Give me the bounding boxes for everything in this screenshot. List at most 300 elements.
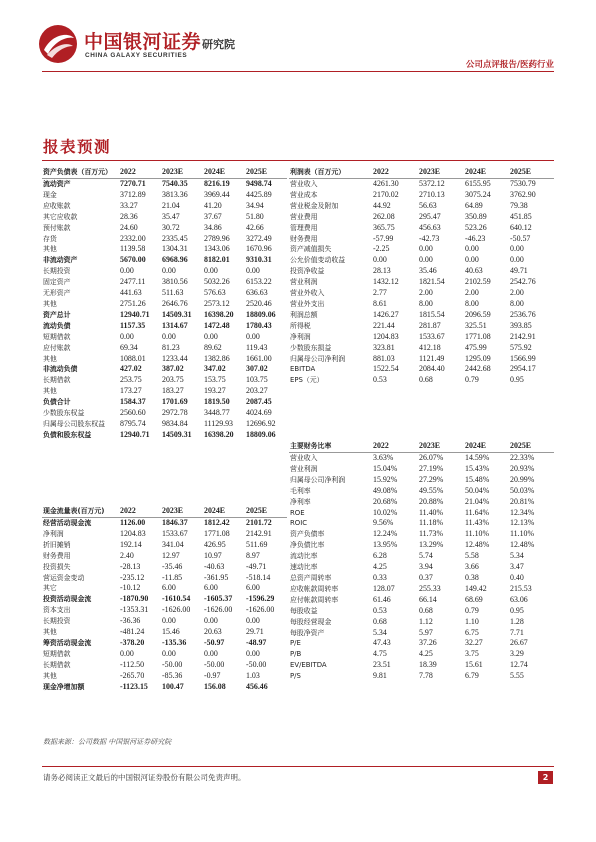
balance-sheet-cell: 7270.71 [120, 179, 146, 188]
cash-flow-row-label: 其它 [43, 584, 57, 593]
financial-ratios-table [289, 440, 554, 682]
balance-sheet-cell: 2646.76 [162, 298, 188, 308]
income-statement-title: 利润表（百万元） [289, 166, 372, 179]
income-statement-cell: 0.00 [419, 255, 433, 265]
income-statement-row [289, 343, 554, 354]
cash-flow-cell: -518.14 [246, 572, 271, 582]
ratios-row-label: P/S [290, 672, 301, 681]
balance-sheet-cell: 33.27 [120, 200, 138, 210]
cash-flow-cell: 6.00 [204, 583, 218, 593]
cash-flow-cell: -235.12 [120, 572, 145, 582]
income-statement-row-label: EBITDA [290, 365, 316, 374]
balance-sheet-row-label: 负债合计 [43, 398, 71, 407]
institute-label: 研究院 [202, 38, 235, 51]
income-statement-cell: 0.79 [465, 375, 479, 385]
page-header [0, 0, 596, 72]
balance-sheet-row-label: 预付账款 [43, 223, 71, 232]
balance-sheet-row-label: 流动负债 [43, 321, 71, 330]
ratios-cell: 3.94 [419, 562, 433, 572]
balance-sheet-cell: 5670.00 [120, 255, 146, 265]
balance-sheet-cell: 14509.31 [162, 309, 192, 319]
income-statement-row [289, 364, 554, 375]
cash-flow-cell: -112.50 [120, 659, 145, 669]
balance-sheet-cell: 1314.67 [162, 320, 188, 330]
cash-flow-cell: -28.13 [120, 561, 141, 571]
balance-sheet-cell: 81.23 [162, 342, 180, 352]
cash-flow-year-header: 2023E [161, 505, 203, 518]
ratios-cell: 255.33 [419, 583, 441, 593]
cash-flow-row [42, 583, 287, 594]
balance-sheet-cell: 12940.71 [120, 309, 150, 319]
ratios-row-label: P/B [290, 650, 302, 659]
balance-sheet-cell: 307.02 [246, 364, 268, 374]
cash-flow-row [42, 551, 287, 562]
balance-sheet-cell: 1701.69 [162, 397, 188, 407]
cash-flow-row-label: 投资损失 [43, 562, 71, 571]
cash-flow-row-label: 经营活动现金流 [43, 519, 92, 527]
ratios-cell: 13.95% [373, 540, 398, 550]
galaxy-logo-icon [38, 24, 78, 64]
income-statement-cell: 1295.09 [465, 353, 491, 363]
income-statement-cell: 221.44 [373, 320, 395, 330]
ratios-row [289, 551, 554, 562]
balance-sheet-cell: 37.67 [204, 211, 222, 221]
cash-flow-title: 现金流量表(百万元) [42, 505, 119, 518]
balance-sheet-cell: 3448.77 [204, 408, 230, 418]
cash-flow-row-label: 现金净增加额 [43, 682, 85, 691]
balance-sheet-row [42, 288, 287, 299]
ratios-year-header: 2023E [418, 440, 464, 453]
cash-flow-year-header: 2025E [245, 505, 287, 518]
balance-sheet-row [42, 343, 287, 354]
balance-sheet-cell: 35.47 [162, 211, 180, 221]
balance-sheet-cell: 636.63 [246, 288, 268, 298]
ratios-cell: 37.26 [419, 638, 437, 648]
balance-sheet-cell: 511.63 [162, 288, 184, 298]
ratios-cell: 27.29% [419, 474, 444, 484]
ratios-row-label: 营业收入 [290, 454, 318, 462]
balance-sheet-year-header: 2024E [203, 166, 245, 179]
balance-sheet-cell: 41.20 [204, 200, 222, 210]
balance-sheet-cell: 2332.00 [120, 233, 146, 243]
balance-sheet-row-label: 非流动资产 [43, 256, 78, 265]
ratios-cell: 0.38 [465, 572, 479, 582]
income-statement-cell: 8.00 [510, 298, 524, 308]
income-statement-row-label: 投资净收益 [290, 267, 325, 276]
ratios-cell: 6.75 [465, 627, 479, 637]
balance-sheet-cell: 1382.86 [204, 353, 230, 363]
ratios-cell: 61.46 [373, 594, 391, 604]
balance-sheet-cell: 8216.19 [204, 179, 230, 188]
cash-flow-cell: -1626.00 [246, 605, 275, 615]
income-statement-cell: 2096.59 [465, 309, 491, 319]
report-type: 公司点评报告/医药行业 [465, 60, 554, 70]
income-statement-cell: 475.99 [465, 342, 487, 352]
income-statement-cell: 2.77 [373, 288, 387, 298]
income-statement-row [289, 332, 554, 343]
balance-sheet-cell: 0.00 [204, 331, 218, 341]
cash-flow-row [42, 671, 287, 682]
balance-sheet-cell: 9834.84 [162, 418, 188, 428]
ratios-row-label: 每股收益 [290, 606, 318, 615]
ratios-row-label: 净负债比率 [290, 541, 325, 550]
ratios-row-label: ROE [290, 508, 305, 517]
cash-flow-cell: 12.97 [162, 550, 180, 560]
income-statement-cell: 79.38 [510, 200, 528, 210]
cash-flow-row-label: 长期借款 [43, 660, 71, 669]
ratios-cell: 5.58 [465, 551, 479, 561]
balance-sheet-cell: 9498.74 [246, 179, 272, 188]
balance-sheet-cell: 8795.74 [120, 418, 146, 428]
cash-flow-table [42, 505, 287, 693]
ratios-row [289, 497, 554, 508]
income-statement-row [289, 288, 554, 299]
cash-flow-cell: 6.00 [162, 583, 176, 593]
ratios-row-label: 营业利润 [290, 464, 318, 473]
ratios-row [289, 584, 554, 595]
income-statement-cell: 4261.30 [373, 179, 399, 188]
ratios-cell: 20.81% [510, 496, 535, 506]
cash-flow-row-label: 短期借款 [43, 649, 71, 658]
balance-sheet-row-label: 长期借款 [43, 376, 71, 385]
ratios-row [289, 628, 554, 639]
ratios-row [289, 638, 554, 649]
ratios-cell: 11.40% [419, 507, 444, 517]
income-statement-cell: 0.00 [465, 244, 479, 254]
balance-sheet-cell: 103.75 [246, 375, 268, 385]
ratios-cell: 0.68 [419, 605, 433, 615]
ratios-cell: 11.43% [465, 518, 490, 528]
cash-flow-cell: -1610.54 [162, 594, 191, 604]
balance-sheet-cell: 51.80 [246, 211, 264, 221]
income-statement-cell: 1522.54 [373, 364, 399, 374]
income-statement-row [289, 234, 554, 245]
balance-sheet-cell: 2520.46 [246, 298, 272, 308]
income-statement-cell: 56.63 [419, 200, 437, 210]
balance-sheet-cell: 4024.69 [246, 408, 272, 418]
ratios-cell: 11.10% [465, 529, 490, 539]
cash-flow-row-label: 长期投资 [43, 617, 71, 626]
ratios-cell: 11.18% [419, 518, 444, 528]
balance-sheet-cell: 6153.22 [246, 277, 272, 287]
ratios-cell: 18.39 [419, 660, 437, 670]
income-statement-cell: -42.73 [419, 233, 440, 243]
ratios-cell: 1.28 [510, 616, 524, 626]
income-statement-row-label: 财务费用 [290, 234, 318, 243]
income-statement-cell: 2102.59 [465, 277, 491, 287]
cash-flow-cell: 1846.37 [162, 518, 188, 527]
ratios-cell: 0.33 [373, 572, 387, 582]
ratios-cell: 50.04% [465, 485, 490, 495]
income-statement-cell: 7530.79 [510, 179, 536, 188]
ratios-row [289, 464, 554, 475]
cash-flow-cell: 15.46 [162, 627, 180, 637]
ratios-cell: 12.34% [510, 507, 535, 517]
balance-sheet-cell: 18809.06 [246, 429, 276, 439]
balance-sheet-cell: 427.02 [120, 364, 142, 374]
balance-sheet-cell: 2751.26 [120, 298, 146, 308]
income-statement-header-row [289, 166, 554, 179]
cash-flow-cell: -1605.37 [204, 594, 233, 604]
ratios-cell: 12.74 [510, 660, 528, 670]
income-statement-cell: 325.51 [465, 320, 487, 330]
income-statement-row [289, 212, 554, 223]
ratios-cell: 68.69 [465, 594, 483, 604]
income-statement-row [289, 244, 554, 255]
data-source-note: 数据来源：公司数据 中国银河证券研究院 [43, 738, 172, 746]
income-statement-cell: 8.00 [465, 298, 479, 308]
balance-sheet-row [42, 201, 287, 212]
balance-sheet-row [42, 212, 287, 223]
income-statement-cell: 1821.54 [419, 277, 445, 287]
cash-flow-cell: 8.97 [246, 550, 260, 560]
ratios-cell: 14.59% [465, 453, 490, 462]
ratios-cell: 5.97 [419, 627, 433, 637]
income-statement-row-label: 利润总额 [290, 310, 318, 319]
balance-sheet-cell: 2573.12 [204, 298, 230, 308]
balance-sheet-cell: 203.27 [246, 386, 268, 396]
income-statement-row [289, 375, 554, 386]
balance-sheet-cell: 4425.89 [246, 189, 272, 199]
balance-sheet-row-label: 应收账款 [43, 201, 71, 210]
balance-sheet-row [42, 299, 287, 310]
cash-flow-cell: -265.70 [120, 670, 145, 680]
income-statement-cell: 2.00 [419, 288, 433, 298]
ratios-cell: 3.66 [465, 562, 479, 572]
cash-flow-row [42, 605, 287, 616]
balance-sheet-cell: 3712.89 [120, 189, 146, 199]
ratios-row-label: 归属母公司净利润 [290, 475, 346, 484]
title-divider [42, 160, 554, 161]
cash-flow-cell: 456.46 [246, 681, 268, 691]
balance-sheet-row [42, 375, 287, 386]
cash-flow-cell: 0.00 [204, 616, 218, 626]
cash-flow-cell: -361.95 [204, 572, 229, 582]
balance-sheet-row [42, 332, 287, 343]
ratios-row [289, 595, 554, 606]
footer-disclaimer: 请务必阅读正文最后的中国银河证券股份有限公司免责声明。 [43, 773, 246, 782]
income-statement-cell: 456.63 [419, 222, 441, 232]
income-statement-row [289, 266, 554, 277]
ratios-cell: 26.67 [510, 638, 528, 648]
cash-flow-cell: 1812.42 [204, 518, 230, 527]
balance-sheet-cell: 42.66 [246, 222, 264, 232]
balance-sheet-cell: 1088.01 [120, 353, 146, 363]
balance-sheet-row [42, 408, 287, 419]
ratios-row [289, 486, 554, 497]
ratios-cell: 5.55 [510, 671, 524, 681]
balance-sheet-cell: 3810.56 [162, 277, 188, 287]
cash-flow-row-label: 其他 [43, 671, 57, 680]
income-statement-row-label: 营业费用 [290, 212, 318, 221]
ratios-header-row [289, 440, 554, 453]
ratios-cell: 66.14 [419, 594, 437, 604]
income-statement-cell: 0.00 [373, 255, 387, 265]
balance-sheet-row-label: 资产总计 [43, 310, 71, 319]
income-statement-cell: 28.13 [373, 266, 391, 276]
ratios-cell: 12.13% [510, 518, 535, 528]
balance-sheet-cell: 0.00 [204, 266, 218, 276]
ratios-cell: 13.29% [419, 540, 444, 550]
ratios-cell: 7.78 [419, 671, 433, 681]
income-statement-cell: 1121.49 [419, 353, 445, 363]
cash-flow-cell: -50.00 [246, 659, 267, 669]
balance-sheet-year-header: 2022 [119, 166, 161, 179]
balance-sheet-cell: 28.36 [120, 211, 138, 221]
income-statement-year-header: 2025E [509, 166, 554, 179]
ratios-cell: 32.27 [465, 638, 483, 648]
cash-flow-row [42, 562, 287, 573]
income-statement-cell: 2142.91 [510, 331, 536, 341]
balance-sheet-cell: 3969.44 [204, 189, 230, 199]
income-statement-cell: 64.89 [465, 200, 483, 210]
income-statement-cell: 40.63 [465, 266, 483, 276]
ratios-row-label: 应收帐款周转率 [290, 584, 339, 593]
cash-flow-cell: 20.63 [204, 627, 222, 637]
ratios-cell: 6.28 [373, 551, 387, 561]
income-statement-row [289, 321, 554, 332]
cash-flow-cell: -10.12 [120, 583, 141, 593]
cash-flow-cell: -1123.15 [120, 681, 148, 691]
income-statement-cell: 0.00 [510, 244, 524, 254]
balance-sheet-row [42, 386, 287, 397]
income-statement-cell: -2.25 [373, 244, 390, 254]
ratios-cell: 1.12 [419, 616, 433, 626]
balance-sheet-cell: 387.02 [162, 364, 184, 374]
ratios-cell: 27.19% [419, 463, 444, 473]
cash-flow-cell: -50.00 [204, 659, 225, 669]
ratios-cell: 11.10% [510, 529, 535, 539]
balance-sheet-row-label: 其他 [43, 354, 57, 363]
income-statement-cell: 0.95 [510, 375, 524, 385]
income-statement-cell: 6155.95 [465, 179, 491, 188]
ratios-row-label: 资产负债率 [290, 530, 325, 539]
ratios-cell: 4.25 [373, 562, 387, 572]
income-statement-row [289, 255, 554, 266]
balance-sheet-cell: 2560.60 [120, 408, 146, 418]
income-statement-row [289, 354, 554, 365]
cash-flow-cell: -50.97 [204, 637, 225, 647]
balance-sheet-cell: 12696.92 [246, 418, 276, 428]
income-statement-cell: 2170.02 [373, 189, 399, 199]
income-statement-cell: 262.08 [373, 211, 395, 221]
cash-flow-cell: -481.24 [120, 627, 145, 637]
cash-flow-cell: 1.03 [246, 670, 260, 680]
balance-sheet-cell: 1304.31 [162, 244, 188, 254]
income-statement-cell: 2954.17 [510, 364, 536, 374]
income-statement-row [289, 299, 554, 310]
balance-sheet-cell: 1343.06 [204, 244, 230, 254]
cash-flow-cell: 0.00 [204, 648, 218, 658]
income-statement-row [289, 201, 554, 212]
balance-sheet-row-label: 流动资产 [43, 180, 71, 188]
income-statement-cell: 2542.76 [510, 277, 536, 287]
income-statement-cell: 1566.99 [510, 353, 536, 363]
ratios-cell: 5.74 [419, 551, 433, 561]
ratios-cell: 1.10 [465, 616, 479, 626]
balance-sheet-row [42, 190, 287, 201]
balance-sheet-cell: 11129.93 [204, 418, 234, 428]
ratios-cell: 0.53 [373, 605, 387, 615]
cash-flow-cell: -50.00 [162, 659, 183, 669]
cash-flow-row-label: 筹资活动现金流 [43, 638, 92, 647]
balance-sheet-row-label: 其它应收款 [43, 212, 78, 221]
income-statement-year-header: 2023E [418, 166, 464, 179]
balance-sheet-cell: 16398.20 [204, 429, 234, 439]
cash-flow-row-label: 财务费用 [43, 551, 71, 560]
balance-sheet-cell: 69.34 [120, 342, 138, 352]
income-statement-cell: 412.18 [419, 342, 441, 352]
cash-flow-cell: 2101.72 [246, 518, 272, 527]
balance-sheet-title: 资产负债表（百万元） [42, 166, 119, 179]
income-statement-cell: 44.92 [373, 200, 391, 210]
company-name-en: CHINA GALAXY SECURITIES [85, 52, 188, 59]
balance-sheet-year-header: 2025E [245, 166, 287, 179]
ratios-cell: 3.29 [510, 649, 524, 659]
ratios-cell: 15.92% [373, 474, 398, 484]
income-statement-cell: 1204.83 [373, 331, 399, 341]
balance-sheet-row-label: 归属母公司股东权益 [43, 419, 106, 428]
balance-sheet-row [42, 223, 287, 234]
income-statement-cell: 2442.68 [465, 364, 491, 374]
balance-sheet-row-label: 现金 [43, 190, 57, 199]
cash-flow-cell: 10.97 [204, 550, 222, 560]
balance-sheet-cell: 6968.96 [162, 255, 188, 265]
ratios-cell: 0.95 [510, 605, 524, 615]
income-statement-cell: 2.00 [465, 288, 479, 298]
balance-sheet-body [42, 166, 287, 441]
income-statement-cell: 2536.76 [510, 309, 536, 319]
income-statement-row-label: 营业利润 [290, 278, 318, 287]
balance-sheet-row [42, 179, 287, 190]
income-statement-cell: 575.92 [510, 342, 532, 352]
balance-sheet-row [42, 397, 287, 408]
cash-flow-row-label: 折旧摊销 [43, 540, 71, 549]
footer-divider [42, 766, 554, 767]
balance-sheet-row-label: 固定资产 [43, 278, 71, 287]
ratios-cell: 20.93% [510, 463, 535, 473]
ratios-row-label: 每股经营现金 [290, 617, 332, 626]
balance-sheet-header-row [42, 166, 287, 179]
cash-flow-cell: -1626.00 [204, 605, 233, 615]
balance-sheet-row-label: 长期投资 [43, 267, 71, 276]
cash-flow-row-label: 其他 [43, 628, 57, 637]
cash-flow-cell: 100.47 [162, 681, 184, 691]
balance-sheet-cell: 0.00 [246, 266, 260, 276]
income-statement-cell: 0.00 [465, 255, 479, 265]
balance-sheet-cell: 1472.48 [204, 320, 230, 330]
cash-flow-cell: 29.71 [246, 627, 264, 637]
balance-sheet-row [42, 234, 287, 245]
cash-flow-row-label: 净利润 [43, 529, 64, 538]
balance-sheet-cell: 0.00 [120, 331, 134, 341]
ratios-cell: 0.37 [419, 572, 433, 582]
income-statement-row-label: 营业成本 [290, 190, 318, 199]
income-statement-year-header: 2022 [372, 166, 418, 179]
balance-sheet-cell: 0.00 [246, 331, 260, 341]
balance-sheet-cell: 441.63 [120, 288, 142, 298]
balance-sheet-cell: 18809.06 [246, 309, 276, 319]
ratios-cell: 215.53 [510, 583, 532, 593]
cash-flow-row [42, 594, 287, 605]
ratios-title: 主要财务比率 [289, 440, 372, 453]
income-statement-cell: 5372.12 [419, 179, 445, 188]
balance-sheet-cell: 2087.45 [246, 397, 272, 407]
income-statement-cell: 323.81 [373, 342, 395, 352]
ratios-cell: 6.79 [465, 671, 479, 681]
balance-sheet-row-label: 负债和股东权益 [43, 430, 92, 439]
balance-sheet-cell: 153.75 [204, 375, 226, 385]
